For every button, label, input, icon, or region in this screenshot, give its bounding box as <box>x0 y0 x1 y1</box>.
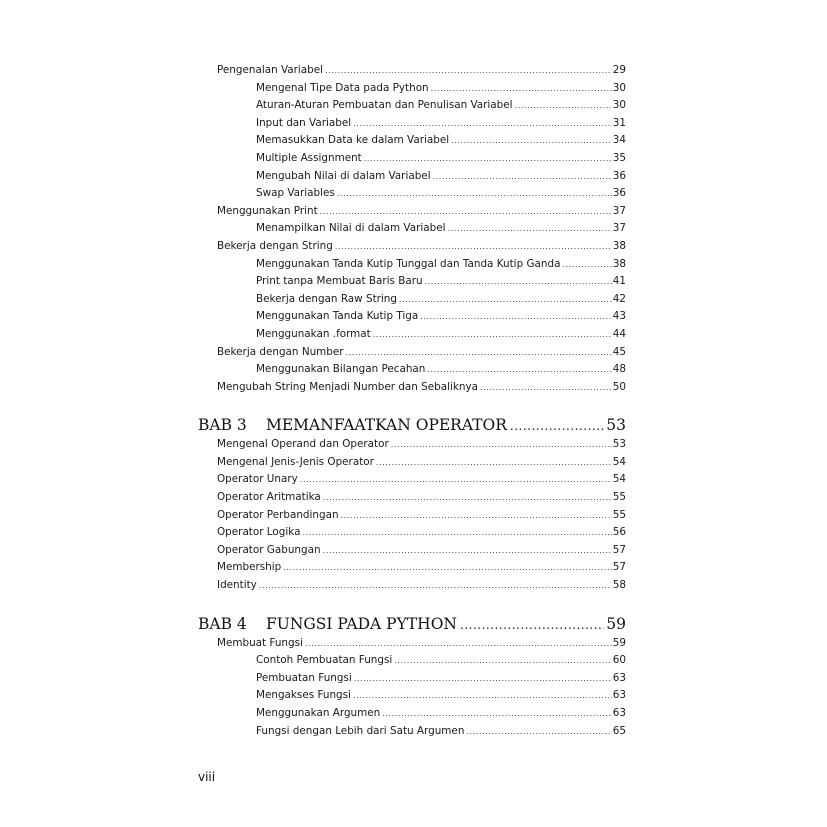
toc-entry: Fungsi dengan Lebih dari Satu Argumen ..... 65 <box>198 723 626 741</box>
toc-entry: Mengakses Fungsi ..... 63 <box>198 687 626 705</box>
toc-entry: Menggunakan Argumen ..... 63 <box>198 705 626 723</box>
toc-entry: Swap Variables ..... 36 <box>198 185 626 203</box>
toc-entry: Pengenalan Variabel ..... 29 <box>198 62 626 80</box>
toc-entry: Identity ..... 58 <box>198 577 626 595</box>
toc-entry: Bekerja dengan Number ..... 45 <box>198 344 626 362</box>
toc-entry: Mengubah String Menjadi Number dan Sebaliknya ..... 50 <box>198 379 626 397</box>
toc-entry: Operator Aritmatika ..... 55 <box>198 489 626 507</box>
toc-entry: Mengenal Operand dan Operator ..... 53 <box>198 436 626 454</box>
toc-entry: Operator Perbandingan ..... 55 <box>198 507 626 525</box>
toc-entry: Bekerja dengan Raw String ..... 42 <box>198 291 626 309</box>
toc-entry: Menggunakan Tanda Kutip Tiga ..... 43 <box>198 308 626 326</box>
chapter-title: FUNGSI PADA PYTHON <box>266 614 457 633</box>
toc-entry: Mengenal Tipe Data pada Python ..... 30 <box>198 80 626 98</box>
toc-entry: Menggunakan Tanda Kutip Tunggal dan Tanda Kutip Ganda ..... 38 <box>198 256 626 274</box>
toc-entry: Memasukkan Data ke dalam Variabel ..... 34 <box>198 132 626 150</box>
section-entries <box>198 62 626 396</box>
chapter-3-entries <box>198 436 626 594</box>
toc-entry: Menggunakan Bilangan Pecahan ..... 48 <box>198 361 626 379</box>
toc-entry: Menggunakan Print ..... 37 <box>198 203 626 221</box>
chapter-label: BAB 3 <box>198 416 247 435</box>
chapter-label: BAB 4 <box>198 614 247 633</box>
chapter-title: MEMANFAATKAN OPERATOR <box>266 416 507 435</box>
chapter-4-entries <box>198 635 626 741</box>
chapter-4-heading <box>198 613 626 635</box>
toc-entry: Menggunakan .format ..... 44 <box>198 326 626 344</box>
toc-entry: Membuat Fungsi ..... 59 <box>198 635 626 653</box>
toc-entry: Bekerja dengan String ..... 38 <box>198 238 626 256</box>
page-number: viii <box>198 770 216 784</box>
toc-entry: Print tanpa Membuat Baris Baru ..... 41 <box>198 273 626 291</box>
chapter-3-heading <box>198 414 626 436</box>
toc-entry: Mengenal Jenis-Jenis Operator ..... 54 <box>198 454 626 472</box>
chapter-page: 53 <box>606 416 626 435</box>
toc-entry: Input dan Variabel ..... 31 <box>198 115 626 133</box>
chapter-page: 59 <box>606 614 626 633</box>
toc-entry: Mengubah Nilai di dalam Variabel ..... 36 <box>198 168 626 186</box>
toc-entry: Pembuatan Fungsi ..... 63 <box>198 670 626 688</box>
toc-entry: Multiple Assignment ..... 35 <box>198 150 626 168</box>
toc-entry: Contoh Pembuatan Fungsi ..... 60 <box>198 652 626 670</box>
toc-entry: Aturan-Aturan Pembuatan dan Penulisan Variabel ..... 30 <box>198 97 626 115</box>
toc-entry: Operator Logika ..... 56 <box>198 524 626 542</box>
toc-entry: Operator Gabungan ..... 57 <box>198 542 626 560</box>
toc-entry: Menampilkan Nilai di dalam Variabel ..... 37 <box>198 220 626 238</box>
table-of-contents <box>198 62 626 740</box>
toc-entry: Membership ..... 57 <box>198 559 626 577</box>
toc-entry: Operator Unary ..... 54 <box>198 471 626 489</box>
